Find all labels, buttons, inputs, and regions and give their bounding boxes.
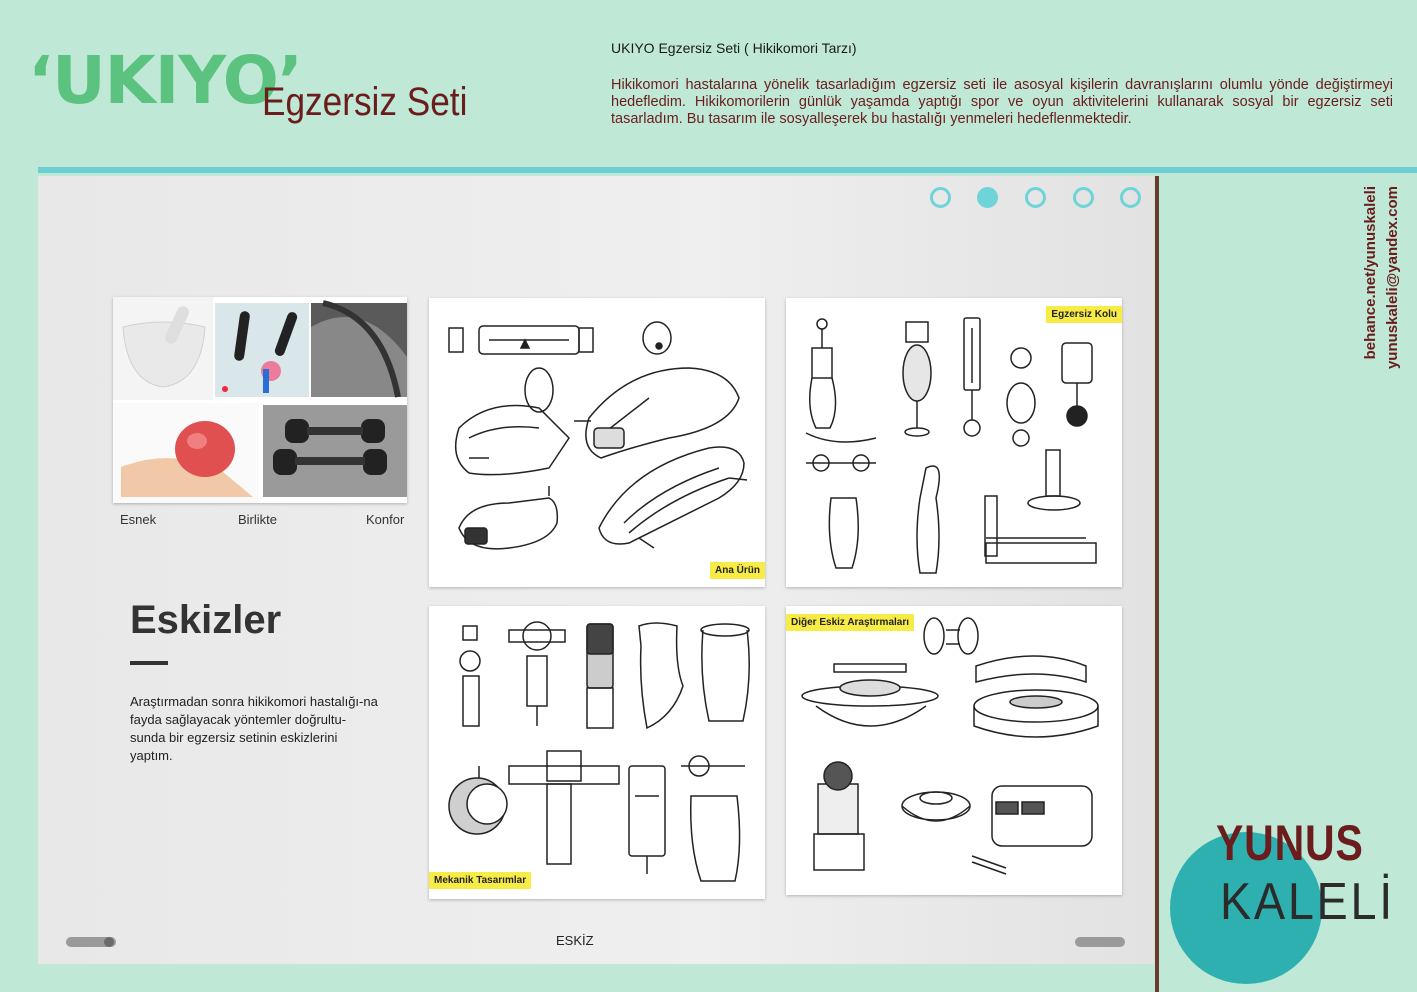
pager-dot-3[interactable]: [1025, 187, 1046, 208]
pager-dot-4[interactable]: [1073, 187, 1094, 208]
brand-name-first: YUNUS: [1216, 815, 1364, 871]
sketch-card-exercise-arm[interactable]: [786, 298, 1122, 587]
moodboard-image: [113, 297, 407, 503]
intro-text: Hikikomori hastalarına yönelik tasarladığım egzersiz seti ile asosyal kişilerin davranışlarını olumlu yönde değiştirmeyi hedefledim. Hikikomorilerin günlük yaşamda yaptığı spor ve oyun aktivitelerini kullanarak sosyal bir egzersiz seti tasarladım. Bu tasarım ile sosyalleşerek bu hastalığı yenmeleri hedeflenmektedir.: [611, 77, 1393, 127]
slide-footer-label: ESKİZ: [556, 933, 594, 948]
section-title: Eskizler: [130, 598, 282, 642]
project-subtitle: Egzersiz Seti: [262, 80, 468, 124]
project-title: ‘UKIYO’: [28, 42, 302, 119]
caption-esnek: Esnek: [120, 512, 157, 527]
sketch-card-other-research[interactable]: [786, 606, 1122, 895]
section-description: Araştırmadan sonra hikikomori hastalığı-na fayda sağlayacak yöntemler doğrultu-sunda bir egzersiz setinin eskizlerini yaptım.: [130, 694, 378, 763]
pager-dot-2[interactable]: [977, 187, 998, 208]
caption-birlikte: Birlikte: [238, 512, 278, 527]
prev-slide-knob: [104, 937, 114, 947]
behance-link[interactable]: behance.net/yunuskaleli: [1362, 186, 1379, 360]
caption-konfor: Konfor: [366, 512, 405, 527]
email-link[interactable]: yunuskaleli@yandex.com: [1384, 186, 1401, 370]
pager-dot-5[interactable]: [1120, 187, 1141, 208]
sketch-card-mechanical-designs[interactable]: [429, 606, 765, 899]
brand-name-last: KALELİ: [1220, 873, 1395, 931]
sketch-card-main-product[interactable]: [429, 298, 765, 587]
card-label-main-product: Ana Ürün: [710, 562, 765, 579]
card-label-exercise-arm: Egzersiz Kolu: [1046, 306, 1122, 323]
card-label-other-research: Diğer Eskiz Araştırmaları: [786, 614, 914, 631]
intro-title: UKIYO Egzersiz Seti ( Hikikomori Tarzı): [611, 40, 857, 56]
pager-dot-1[interactable]: [930, 187, 951, 208]
header-divider: [38, 167, 1417, 173]
next-slide-button[interactable]: [1075, 937, 1125, 947]
vertical-divider: [1155, 176, 1159, 992]
section-title-underline: [130, 661, 168, 665]
card-label-mechanical-designs: Mekanik Tasarımlar: [429, 872, 531, 889]
